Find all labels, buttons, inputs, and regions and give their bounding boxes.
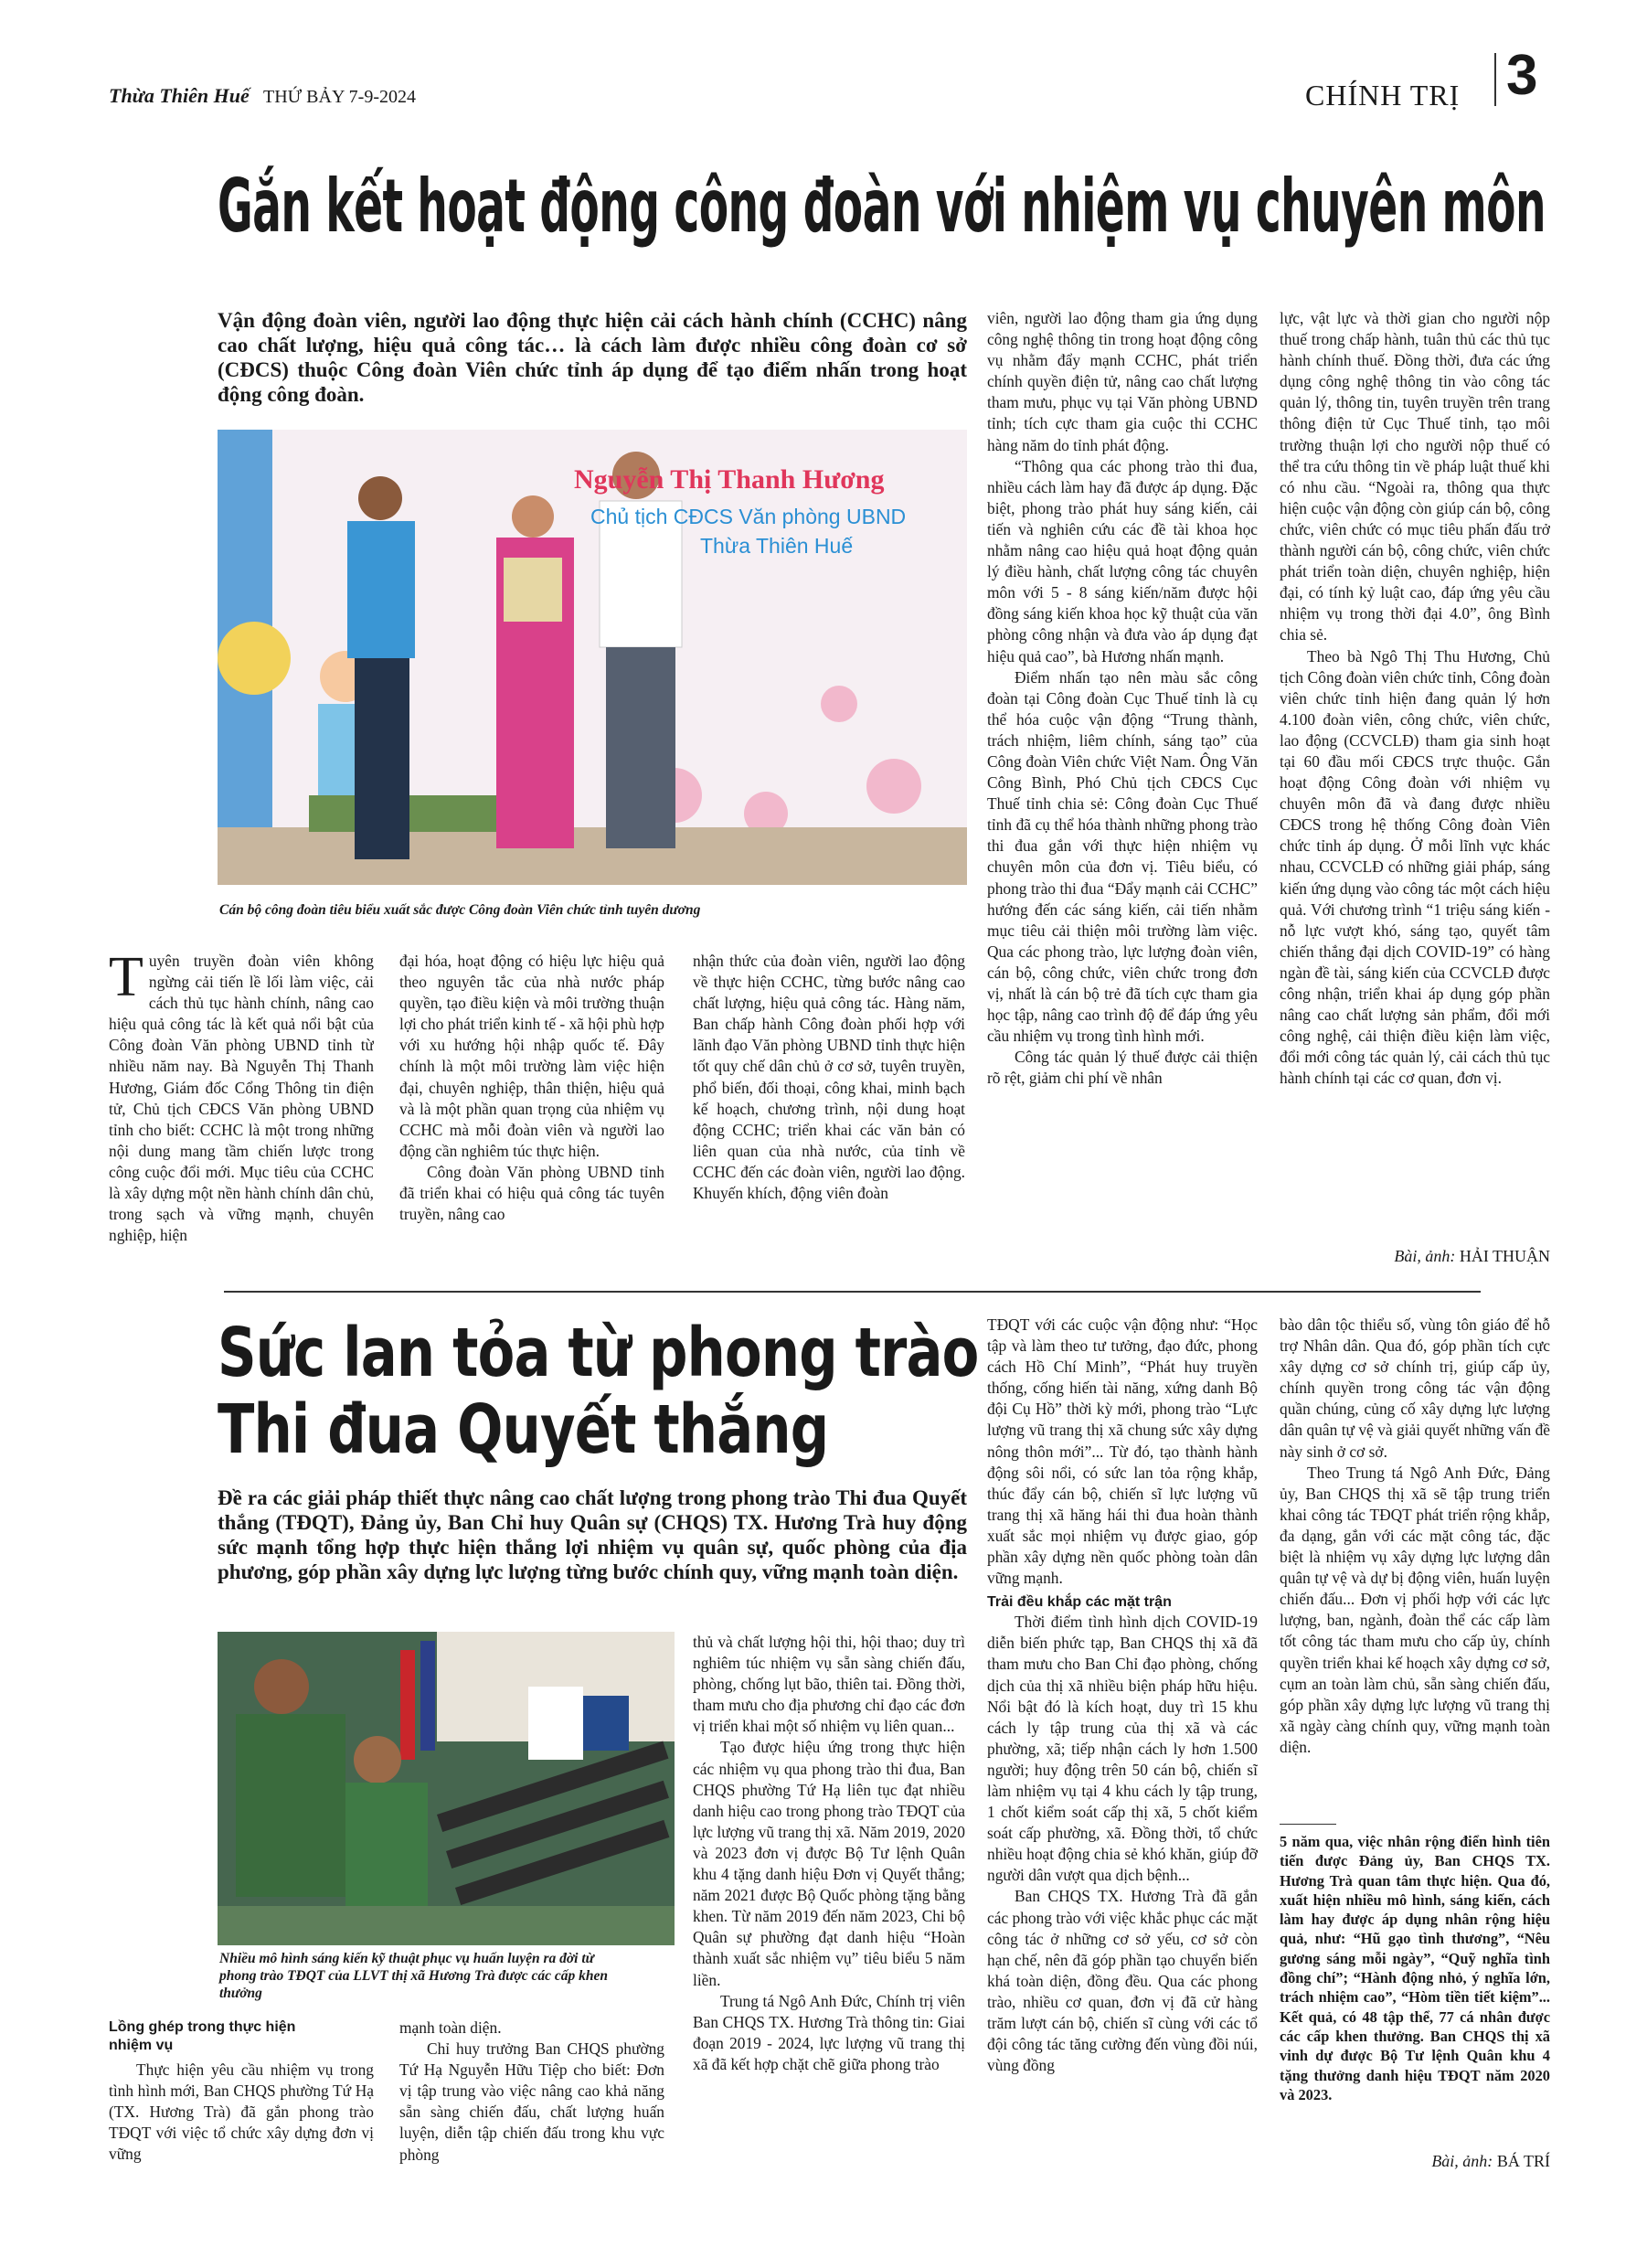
article2-col4-p2: Thời điểm tình hình dịch COVID-19 diễn biến phức tạp, Ban CHQS thị xã đã tham mưu cho Ban Chỉ đạo phòng, chống dịch của thị xã nhiều biện pháp hữu hiệu. Nổi bật đó là kích hoạt, duy trì 15 khu cách ly tập trung của thị xã và các phường, xã; tiếp nhận cách ly hơn 1.500 người; huy động trên 50 cán bộ, chiến sĩ làm nhiệm vụ tại 4 khu cách ly tập trung, 1 chốt kiểm soát cấp thị xã, 5 chốt kiểm soát cấp phường, xã. Đồng thời, tổ chức nhiều hoạt động chia sẻ khó khăn, giúp đỡ người dân vượt qua dịch bệnh... — [987, 1613, 1258, 1885]
article1-column-3 — [693, 951, 965, 1266]
article2-col3-p2: Tạo được hiệu ứng trong thực hiện các nhiệm vụ qua phong trào thi đua, Ban CHQS phường Tứ Hạ liên tục đạt nhiều danh hiệu cao trong phong trào TĐQT của lực lượng vũ trang thị xã. Năm 2019, 2020 và 2023 đơn vị được Bộ Tư lệnh Quân khu 4 tặng danh hiệu Đơn vị Quyết thắng; năm 2021 được Bộ Quốc phòng tặng bằng khen. Từ năm 2019 đến năm 2023, Chi bộ Quân sự phường đạt danh hiệu “Hoàn thành xuất sắc nhiệm vụ” tiêu biểu 5 năm liền. — [693, 1738, 965, 1989]
article2-box-text: 5 năm qua, việc nhân rộng điển hình tiên tiến được Đảng ủy, Ban CHQS TX. Hương Trà quan tâm thực hiện. Qua đó, xuất hiện nhiều mô hình, sáng kiến, cách làm hay được áp dụng nhân rộng hiệu quả, như: “Hũ gạo tình thương”, “Nêu gương sáng mỗi ngày”, “Quỹ nghĩa tình đồng chí”; “Hành động nhỏ, ý nghĩa lớn, trách nhiệm cao”, “Hòm tiền tiết kiệm”... Kết quả, có 48 tập thể, 77 cá nhân được các cấp khen thưởng. Ban CHQS thị xã vinh dự được Bộ Tư lệnh Quân khu 4 tặng thưởng danh hiệu TĐQT năm 2020 và 2023. — [1280, 1833, 1550, 2103]
award-scene-illustration — [218, 430, 967, 885]
article1-title: Gắn kết hoạt động công đoàn với nhiệm vụ chuyên môn — [218, 164, 1546, 249]
article1-photo-caption: Cán bộ công đoàn tiêu biểu xuất sắc được Công đoàn Viên chức tỉnh tuyên dương — [219, 902, 701, 918]
article2-column-4 — [987, 1315, 1258, 2188]
article2-byline-name: BÁ TRÍ — [1496, 2152, 1550, 2170]
article2-title-line2: Thi đua Quyết thắng — [218, 1390, 829, 1469]
article1-byline — [1280, 1247, 1550, 1266]
article2-column-1 — [109, 2060, 374, 2188]
article1-column-2 — [399, 951, 664, 1266]
article2-subhead-2: Trải đều khắp các mặt trận — [987, 1594, 1172, 1611]
article1-column-1 — [109, 951, 374, 1266]
article2-byline — [1280, 2152, 1550, 2171]
article1-col4-p2: “Thông qua các phong trào thi đua, nhiều cách làm hay đã được áp dụng. Đặc biệt, phong trào phát huy sáng kiến, cải tiến và nghiên cứu các đề tài khoa học nhằm nâng cao hiệu quả hoạt động quản lý điều hành, chất lượng công tác chuyên môn với 5 - 8 sáng kiến/năm được hội đồng sáng kiến khoa học kỹ thuật của văn phòng công nhận và đưa vào áp dụng đạt hiệu quả cao”, bà Hương nhấn mạnh. — [987, 456, 1258, 665]
article2-title-line1: Sức lan tỏa từ phong trào — [218, 1314, 979, 1392]
article2-photo-caption: Nhiều mô hình sáng kiến kỹ thuật phục vụ huấn luyện ra đời từ phong trào TĐQT của LLVT thị xã Hương Trà được các cấp khen thưởng — [219, 1951, 609, 2001]
article2-col4-p1: TĐQT với các cuộc vận động như: “Học tập và làm theo tư tưởng, đạo đức, phong cách Hồ Chí Minh”, “Phát huy truyền thống, cống hiến tài năng, xứng danh Bộ đội Cụ Hồ” thời kỳ mới, phong trào “Lực lượng vũ trang thị xã chung sức xây dựng nông thôn mới”... Từ đó, tạo thành hành động sôi nổi, có sức lan tỏa rộng khắp, thúc đẩy cán bộ, chiến sĩ lực lượng vũ trang thị xã hăng hái thi đua hoàn thành xuất sắc mọi nhiệm vụ được giao, góp phần xây dựng nền quốc phòng toàn dân vững mạnh. — [987, 1315, 1258, 1588]
box-top-rule — [1280, 1824, 1336, 1825]
article2-highlight-box — [1280, 1832, 1550, 2134]
article1-lead: Vận động đoàn viên, người lao động thực hiện cải cách hành chính (CCHC) nâng cao chất lượng, hiệu quả công tác… là cách làm được nhiều công đoàn cơ sở (CĐCS) thuộc Công đoàn Viên chức tỉnh áp dụng để tạo điểm nhấn trong hoạt động công đoàn. — [218, 309, 967, 406]
article1-col2-p1: đại hóa, hoạt động có hiệu lực hiệu quả theo nguyên tắc của nhà nước pháp quyền, tạo điều kiện và môi trường thuận lợi cho phát triển kinh tế - xã hội phù hợp với xu hướng hội nhập quốc tế. Đây chính là một môi trường làm việc hiện đại, chuyên nghiệp, thân thiện, hiệu quả và là một phần quan trọng của nhiệm vụ CCHC mà mỗi đoàn viên và người lao động cần nghiêm túc thực hiện. — [399, 952, 664, 1160]
issue-date: THỨ BẢY 7-9-2024 — [263, 87, 416, 107]
article2-column-3 — [693, 1632, 965, 2188]
article1-byline-label: Bài, ảnh: — [1394, 1247, 1456, 1265]
photo-banner-role1: Chủ tịch CĐCS Văn phòng UBND — [590, 505, 907, 528]
dropcap: T — [109, 951, 143, 1008]
article1-photo — [218, 430, 967, 885]
article-separator — [224, 1291, 1481, 1293]
article2-subhead-1: Lồng ghép trong thực hiện nhiệm vụ — [109, 2019, 296, 2053]
article1-col1-text: uyên truyền đoàn viên không ngừng cải tiến lề lối làm việc, cải cách thủ tục hành chính, nâng cao hiệu quả công tác là kết quả nổi bật của Công đoàn Văn phòng UBND tỉnh từ nhiều năm nay. Bà Nguyễn Thị Thanh Hương, Giám đốc Cổng Thông tin điện tử, Chủ tịch CĐCS Văn phòng UBND tỉnh cho biết: CCHC là một trong những nội dung mang tầm chiến lược trong công cuộc đổi mới. Mục tiêu của CCHC là xây dựng một nền hành chính dân chủ, trong sạch và vững mạnh, chuyên nghiệp, hiện — [109, 952, 374, 1245]
article1-column-4 — [987, 308, 1258, 1266]
article1-col4-p1: viên, người lao động tham gia ứng dụng công nghệ thông tin trong hoạt động công vụ nhằm đẩy mạnh CCHC, phát triển chính quyền điện tử, nâng cao chất lượng tham mưu, phục vụ tại Văn phòng UBND tỉnh; tích cực tham gia cuộc thi CCHC hàng năm do tỉnh phát động. — [987, 309, 1258, 454]
article2-col1-p1: Thực hiện yêu cầu nhiệm vụ trong tình hình mới, Ban CHQS phường Tứ Hạ (TX. Hương Trà) đã gắn phong trào TĐQT với việc tổ chức xây dựng đơn vị vững — [109, 2060, 374, 2164]
article2-column-2 — [399, 2018, 664, 2188]
photo-banner-role2: Thừa Thiên Huế — [700, 534, 854, 558]
article2-photo — [218, 1632, 675, 1945]
article2-col5-p1: bào dân tộc thiểu số, vùng tôn giáo để hỗ trợ Nhân dân. Qua đó, góp phần tích cực xây dựng cơ sở chính trị, giúp cấp ủy, chính quyền trong công tác vận động quần chúng, củng cố xây dựng lực lượng dân quân tự vệ và giải quyết những vấn đề này sinh ở cơ sở. — [1280, 1315, 1550, 1461]
article1-col5-p1: lực, vật lực và thời gian cho người nộp thuế trong chấp hành, tuân thủ các thủ tục hành chính thuế. Đồng thời, đưa các ứng dụng công nghệ thông tin vào công tác quản lý, thông tin, tuyên truyền trên trang thông điện tử Cục Thuế tỉnh, tạo môi trường thuận lợi cho người nộp thuế có thể tra cứu thông tin về pháp luật thuế khi có nhu cầu. “Ngoài ra, thông qua thực hiện cuộc vận động còn giúp cán bộ, công chức, viên chức có mục tiêu phấn đấu trở thành người cán bộ, công chức, viên chức phát triển toàn diện, chuyên nghiệp, hiện đại, có tính kỷ luật cao, đáp ứng yêu cầu nhiệm vụ trong thời đại 4.0”, ông Bình chia sẻ. — [1280, 309, 1550, 644]
article2-col3-p3: Trung tá Ngô Anh Đức, Chính trị viên Ban CHQS TX. Hương Trà thông tin: Giai đoạn 2019 - 2024, lực lượng vũ trang thị xã đã kết hợp chặt chẽ giữa phong trào — [693, 1991, 965, 2073]
article2-col3-p1: thủ và chất lượng hội thi, hội thao; duy trì nghiêm túc nhiệm vụ sẵn sàng chiến đấu, phòng, chống lụt bão, thiên tai. Đồng thời, tham mưu cho địa phương chỉ đạo các đơn vị triển khai một số nhiệm vụ liên quan... — [693, 1633, 965, 1736]
masthead-publication: Thừa Thiên Huế — [109, 84, 250, 107]
article2-col2-p2: Chỉ huy trưởng Ban CHQS phường Tứ Hạ Nguyễn Hữu Tiệp cho biết: Đơn vị tập trung vào việc nâng cao khả năng sẵn sàng chiến đấu, chất lượng huấn luyện, diễn tập chiến đấu trong khu vực phòng — [399, 2039, 664, 2164]
article2-col5-p2: Theo Trung tá Ngô Anh Đức, Đảng ủy, Ban CHQS thị xã sẽ tập trung triển khai công tác TĐQT phát triển rộng khắp, đa dạng, gắn với các mặt công tác, đặc biệt là nhiệm vụ xây dựng lực lượng dân quân tự vệ và dự bị động viên, huấn luyện chiến đấu... Đơn vị phối hợp với các lực lượng, ban, ngành, đoàn thể các cấp làm tốt công tác tham mưu cho cấp ủy, chính quyền triển khai kế hoạch xây dựng cơ sở, cụm an toàn làm chủ, sẵn sàng chiến đấu, góp phần xây dựng lực lượng vũ trang thị xã ngày càng chính quy, vững mạnh toàn diện. — [1280, 1463, 1550, 1756]
article2-byline-label: Bài, ảnh: — [1431, 2152, 1493, 2170]
page-number: 3 — [1506, 44, 1538, 107]
article2-lead: Đề ra các giải pháp thiết thực nâng cao chất lượng trong phong trào Thi đua Quyết thắng (TĐQT), Đảng ủy, Ban Chỉ huy Quân sự (CHQS) TX. Hương Trà huy động sức mạnh tổng hợp thực hiện thắng lợi nhiệm vụ quân sự, quốc phòng của địa phương, góp phần xây dựng lực lượng từng bước chính quy, vững mạnh toàn diện. — [218, 1486, 967, 1583]
article1-column-5 — [1280, 308, 1550, 1252]
photo-banner-name: Nguyễn Thị Thanh Hương — [574, 464, 885, 495]
article1-col5-p2: Theo bà Ngô Thị Thu Hương, Chủ tịch Công đoàn viên chức tỉnh, Công đoàn viên chức tỉnh hiện đang quản lý hơn 4.100 đoàn viên, công chức, viên chức, lao động (CCVCLĐ) tham gia sinh hoạt tại 60 đầu mối CĐCS trực thuộc. Gắn hoạt động Công đoàn với nhiệm vụ chuyên môn đã và đang được nhiều CĐCS trong hệ thống Công đoàn Viên chức tỉnh áp dụng. Ở mỗi lĩnh vực khác nhau, CCVCLĐ có những giải pháp, sáng kiến ứng dụng vào công tác một cách hiệu quả. Với chương trình “1 triệu sáng kiến - nỗ lực vượt khó, sáng tạo, quyết tâm chiến thắng đại dịch COVID-19” có hàng ngàn đề tài, sáng kiến của CCVCLĐ được công nhận, triển khai áp dụng góp phần nâng cao chất lượng sản phẩm, đổi mới công nghệ, cải thiện điều kiện làm việc, đổi mới công tác quản lý, cải cách thủ tục hành chính tại các cơ quan, đơn vị. — [1280, 646, 1550, 1088]
article1-col2-p2: Công đoàn Văn phòng UBND tỉnh đã triển khai có hiệu quả công tác tuyên truyền, nâng cao — [399, 1162, 664, 1224]
soldiers-training-illustration — [218, 1632, 675, 1945]
article1-col4-p3: Điểm nhấn tạo nên màu sắc công đoàn tại Công đoàn Cục Thuế tỉnh là cụ thể hóa cuộc vận động “Trung thành, trách nhiệm, liêm chính, sáng tạo” của Công đoàn Viên chức Việt Nam. Ông Văn Công Bình, Phó Chủ tịch CĐCS Cục Thuế tỉnh chia sẻ: Công đoàn Cục Thuế tỉnh đã cụ thể hóa thành những phong trào thi đua gắn với thực hiện nhiệm vụ chuyên môn của đơn vị. Tiêu biểu, có phong trào thi đua “Đẩy mạnh cải CCHC” hướng đến các sáng kiến, cải tiến nhằm mục tiêu cải thiện môi trường làm việc. Qua các phong trào, lực lượng đoàn viên, cán bộ, công chức, viên chức trong đơn vị, nhất là cán bộ trẻ đã tích cực tham gia học tập, nâng cao trình độ để đáp ứng yêu cầu nhiệm vụ trong tình hình mới. — [987, 667, 1258, 1046]
article1-col3-text: nhận thức của đoàn viên, người lao động về thực hiện CCHC, từng bước nâng cao chất lượng, hiệu quả công tác. Hàng năm, Ban chấp hành Công đoàn phối hợp với lãnh đạo Văn phòng UBND tỉnh thực hiện tốt quy chế dân chủ ở cơ sở, tuyên truyền, phổ biến, đối thoại, công khai, minh bạch kế hoạch, chương trình, nội dung hoạt động CCHC; triển khai các văn bản có liên quan của nhà nước, của tỉnh về CCHC đến các đoàn viên, người lao động. Khuyến khích, động viên đoàn — [693, 952, 965, 1203]
article2-col2-p1: mạnh toàn diện. — [399, 2018, 502, 2037]
article2-column-5 — [1280, 1315, 1550, 1813]
section-label: CHÍNH TRỊ — [1305, 79, 1461, 112]
article1-byline-name: HẢI THUẬN — [1459, 1247, 1550, 1265]
header-divider — [1494, 53, 1496, 106]
article2-col4-p3: Ban CHQS TX. Hương Trà đã gắn các phong trào với việc khắc phục các mặt công tác ở những cơ sở yếu, cơ sở còn hạn chế, nên đã góp phần tạo chuyển biến khá toàn diện, đồng đều. Qua các phong trào, nhiều cơ quan, đơn vị đã cử hàng trăm lượt cán bộ, chiến sĩ cùng với các tổ đội công tác tăng cường đến vùng đồi núi, vùng đồng — [987, 1887, 1258, 2075]
article1-col4-p4: Công tác quản lý thuế được cải thiện rõ rệt, giảm chi phí về nhân — [987, 1048, 1258, 1088]
